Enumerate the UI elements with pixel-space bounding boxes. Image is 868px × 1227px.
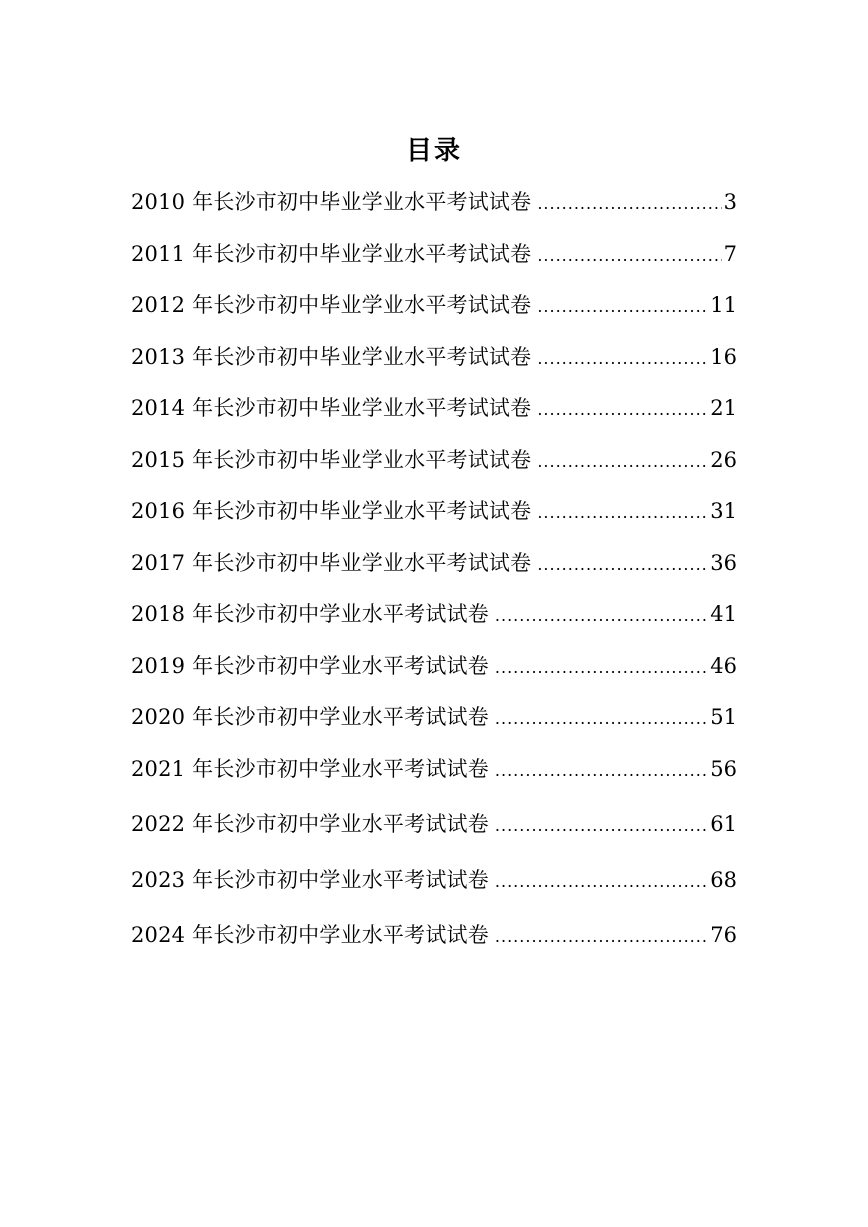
- dot-leader: [537, 238, 721, 274]
- dot-leader: [537, 341, 708, 377]
- dot-leader: [537, 444, 708, 480]
- toc-entry-label: 2017 年长沙市初中毕业学业水平考试试卷: [131, 550, 532, 575]
- toc-entry-2019[interactable]: [131, 648, 737, 700]
- toc-entry-2011[interactable]: [131, 236, 737, 288]
- toc-entry-2022[interactable]: [131, 806, 737, 862]
- toc-entry-page: 21: [710, 396, 737, 420]
- toc-entry-2013[interactable]: [131, 339, 737, 391]
- dot-leader: [537, 392, 708, 428]
- dot-leader: [537, 186, 721, 222]
- toc-entry-page: 56: [710, 756, 737, 781]
- toc-entry-2016[interactable]: [131, 493, 737, 545]
- toc-entry-2018[interactable]: [131, 596, 737, 648]
- toc-entry-2014[interactable]: [131, 390, 737, 442]
- toc-entry-page: 26: [710, 447, 737, 472]
- toc-entry-2024[interactable]: [131, 917, 737, 973]
- toc-entry-label: 2020 年长沙市初中学业水平考试试卷: [131, 705, 489, 729]
- toc-entry-label: 2019 年长沙市初中学业水平考试试卷: [131, 653, 489, 678]
- toc-entry-label: 2014 年长沙市初中毕业学业水平考试试卷: [131, 396, 532, 420]
- toc-entry-page: 68: [710, 867, 737, 892]
- toc-entry-2017[interactable]: [131, 545, 737, 597]
- dot-leader: [495, 701, 708, 737]
- toc-entry-page: 41: [710, 602, 737, 626]
- dot-leader: [495, 598, 708, 634]
- toc-entry-2012[interactable]: [131, 287, 737, 339]
- toc-list: [131, 184, 737, 973]
- toc-entry-label: 2016 年长沙市初中毕业学业水平考试试卷: [131, 499, 532, 523]
- toc-entry-2021[interactable]: [131, 751, 737, 807]
- toc-entry-page: 76: [710, 923, 737, 947]
- toc-entry-label: 2021 年长沙市初中学业水平考试试卷: [131, 756, 489, 781]
- toc-entry-2015[interactable]: [131, 442, 737, 494]
- toc-entry-label: 2023 年长沙市初中学业水平考试试卷: [131, 867, 489, 892]
- toc-entry-label: 2015 年长沙市初中毕业学业水平考试试卷: [131, 447, 532, 472]
- toc-entry-page: 16: [710, 344, 737, 369]
- toc-entry-page: 51: [710, 705, 737, 729]
- toc-entry-label: 2018 年长沙市初中学业水平考试试卷: [131, 602, 489, 626]
- dot-leader: [495, 919, 708, 955]
- toc-entry-page: 61: [710, 812, 737, 836]
- toc-entry-page: 31: [710, 499, 737, 523]
- dot-leader: [537, 495, 708, 531]
- toc-entry-page: 46: [710, 653, 737, 678]
- toc-entry-page: 36: [710, 550, 737, 575]
- toc-entry-label: 2024 年长沙市初中学业水平考试试卷: [131, 923, 489, 947]
- toc-entry-label: 2010 年长沙市初中毕业学业水平考试试卷: [131, 190, 532, 214]
- toc-title: 目录: [405, 136, 462, 166]
- toc-entry-label: 2012 年长沙市初中毕业学业水平考试试卷: [131, 293, 532, 317]
- toc-entry-label: 2022 年长沙市初中学业水平考试试卷: [131, 812, 489, 836]
- toc-entry-2023[interactable]: [131, 862, 737, 918]
- toc-entry-label: 2013 年长沙市初中毕业学业水平考试试卷: [131, 344, 532, 369]
- dot-leader: [495, 753, 708, 789]
- toc-entry-label: 2011 年长沙市初中毕业学业水平考试试卷: [131, 241, 532, 266]
- dot-leader: [495, 650, 708, 686]
- toc-entry-page: 3: [723, 190, 737, 214]
- dot-leader: [537, 289, 708, 325]
- toc-entry-page: 7: [723, 241, 737, 266]
- toc-entry-2010[interactable]: [131, 184, 737, 236]
- dot-leader: [537, 547, 708, 583]
- toc-entry-2020[interactable]: [131, 699, 737, 751]
- dot-leader: [495, 864, 708, 900]
- toc-entry-page: 11: [710, 293, 737, 317]
- dot-leader: [495, 808, 708, 844]
